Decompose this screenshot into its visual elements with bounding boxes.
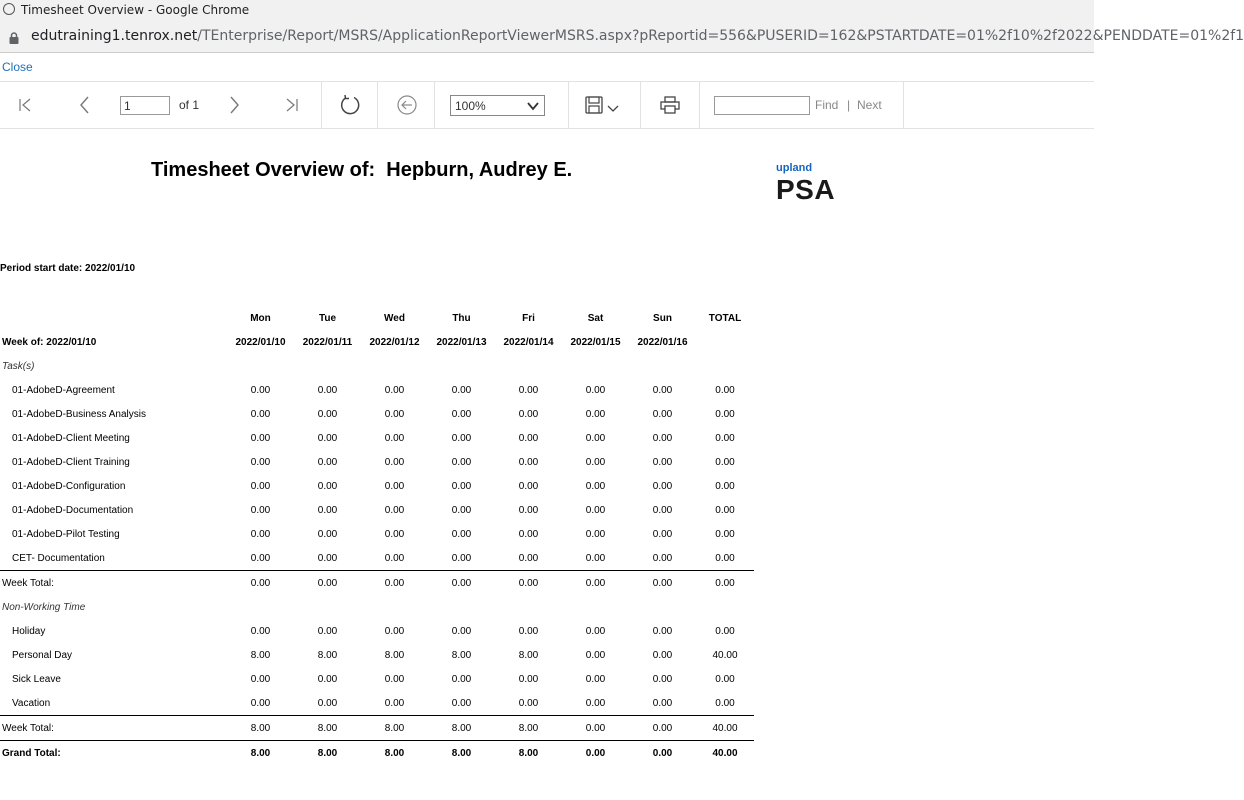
toolbar-divider [640,82,641,128]
refresh-icon [339,94,361,116]
row-value: 0.00 [384,528,405,540]
day-header: Sun [653,312,672,324]
upland-logo-text: upland [776,162,813,174]
non-working-week-total-value: 8.00 [361,716,428,741]
row-value: 0.00 [317,625,338,637]
row-value: 0.00 [317,408,338,420]
toolbar-divider [699,82,700,128]
grand-total-value: 40.00 [696,741,754,766]
row-value: 0.00 [518,432,539,444]
row-value: 0.00 [518,408,539,420]
day-header: Tue [318,312,337,324]
non-working-section [0,595,754,619]
url-path: /TEnterprise/Report/MSRS/ApplicationReportViewerMSRS.aspx?pReportid=556&PUSERID=162&PSTARTDATE=01%2f10%2f2022&PENDDATE=01%2f1 [197,28,1244,44]
row-value: 0.00 [384,480,405,492]
tasks-week-total-value: 0.00 [562,571,629,596]
row-value: 8.00 [518,649,539,661]
save-icon [585,96,603,114]
tasks-week-total-value: 0.00 [629,571,696,596]
row-value: 0.00 [585,384,606,396]
row-value: 0.00 [250,552,271,564]
row-value: 0.00 [250,504,271,516]
row-value: 0.00 [715,456,735,468]
row-name: 01-AdobeD-Documentation [12,504,134,516]
tasks-section-label: Task(s) [2,360,35,372]
address-bar[interactable] [0,22,1244,53]
row-value: 0.00 [250,625,271,637]
row-value: 0.00 [384,625,405,637]
row-value: 0.00 [585,504,606,516]
date-header: 2022/01/10 [235,336,286,348]
row-value: 0.00 [715,552,735,564]
grand-total-value: 8.00 [495,741,562,766]
period-start-date: Period start date: 2022/01/10 [0,263,136,274]
row-value: 0.00 [652,384,673,396]
row-value: 0.00 [451,504,472,516]
row-value: 0.00 [451,480,472,492]
table-row [0,522,754,546]
url-text[interactable] [31,28,1244,44]
row-value: 0.00 [250,384,271,396]
row-value: 40.00 [712,649,738,661]
row-value: 0.00 [652,528,673,540]
chevron-right-icon [226,96,242,114]
grand-total-label: Grand Total: [0,741,227,766]
toolbar-divider [903,82,904,128]
row-value: 0.00 [317,432,338,444]
row-value: 0.00 [652,697,673,709]
non-working-week-total-value: 8.00 [495,716,562,741]
row-value: 0.00 [250,673,271,685]
day-header: Thu [452,312,471,324]
week-of-label: Week of: 2022/01/10 [2,336,97,348]
tasks-week-total-value: 0.00 [227,571,294,596]
row-value: 0.00 [250,432,271,444]
chevron-down-icon [527,100,539,114]
tasks-week-total-value: 0.00 [361,571,428,596]
find-input[interactable] [714,96,810,115]
tasks-week-total-label: Week Total: [0,571,227,596]
toolbar-divider [377,82,378,128]
grand-total-value: 8.00 [428,741,495,766]
non-working-week-total-value: 40.00 [696,716,754,741]
last-page-button[interactable] [277,82,307,128]
tasks-week-total-value: 0.00 [696,571,754,596]
tasks-week-total [0,571,754,596]
row-value: 8.00 [250,649,271,661]
row-value: 0.00 [317,384,338,396]
row-name: Holiday [12,625,46,637]
row-value: 0.00 [585,649,606,661]
date-header-blank [696,330,754,354]
row-value: 0.00 [585,432,606,444]
row-value: 0.00 [384,673,405,685]
day-header-row [0,306,754,330]
row-value: 0.00 [518,504,539,516]
row-value: 0.00 [585,528,606,540]
header-blank [0,306,227,330]
back-circle-icon [397,95,417,115]
grand-total-value: 0.00 [629,741,696,766]
last-page-icon [284,97,300,113]
row-value: 0.00 [715,480,735,492]
refresh-button[interactable] [335,82,365,128]
row-name: 01-AdobeD-Configuration [12,480,126,492]
row-value: 0.00 [652,504,673,516]
export-button[interactable] [580,82,624,128]
non-working-week-total-value: 8.00 [294,716,361,741]
row-value: 0.00 [451,673,472,685]
date-header: 2022/01/14 [503,336,554,348]
grand-total-value: 8.00 [227,741,294,766]
day-header: Wed [384,312,405,324]
row-value: 0.00 [384,408,405,420]
day-header: Sat [587,312,604,324]
report-title: Timesheet Overview of: Hepburn, Audrey E. [151,159,573,181]
non-working-week-total-label: Week Total: [0,716,227,741]
row-value: 0.00 [652,649,673,661]
close-bar [0,53,1094,82]
row-value: 0.00 [715,408,735,420]
non-working-week-total [0,716,754,741]
row-value: 0.00 [518,480,539,492]
row-name: Personal Day [12,649,73,661]
toolbar-divider [321,82,322,128]
timesheet-table [0,306,754,765]
report-toolbar [0,82,1094,129]
row-value: 0.00 [715,673,735,685]
row-value: 0.00 [715,697,735,709]
date-header: 2022/01/13 [436,336,487,348]
row-value: 0.00 [585,408,606,420]
row-value: 0.00 [585,673,606,685]
psa-logo: PSA [776,174,836,205]
table-row [0,450,754,474]
row-value: 0.00 [585,552,606,564]
first-page-icon [17,97,33,113]
row-name: 01-AdobeD-Business Analysis [12,408,146,420]
zoom-value: 100% [455,99,486,113]
row-value: 0.00 [715,504,735,516]
row-value: 0.00 [585,456,606,468]
row-value: 0.00 [317,673,338,685]
window-title: Timesheet Overview - Google Chrome [21,3,250,17]
row-value: 0.00 [250,528,271,540]
next-page-button[interactable] [219,82,249,128]
table-row [0,691,754,716]
row-value: 0.00 [715,432,735,444]
page-count-label: of 1 [179,98,200,112]
row-value: 0.00 [518,552,539,564]
row-value: 0.00 [652,432,673,444]
table-row [0,474,754,498]
tasks-week-total-value: 0.00 [294,571,361,596]
lock-icon[interactable] [9,31,19,49]
page-number-input[interactable]: 1 [120,96,170,115]
find-next-button[interactable]: Next [857,98,882,112]
row-value: 0.00 [451,456,472,468]
non-working-section-label: Non-Working Time [2,601,86,613]
row-value: 0.00 [585,697,606,709]
row-name: 01-AdobeD-Pilot Testing [12,528,120,540]
row-name: Sick Leave [12,673,61,685]
row-value: 0.00 [250,697,271,709]
date-header: 2022/01/16 [637,336,688,348]
row-value: 0.00 [250,456,271,468]
table-row [0,667,754,691]
row-value: 8.00 [451,649,472,661]
row-value: 0.00 [518,528,539,540]
table-row [0,619,754,643]
non-working-week-total-value: 8.00 [227,716,294,741]
row-value: 0.00 [250,408,271,420]
row-value: 0.00 [317,480,338,492]
table-row [0,402,754,426]
back-button[interactable] [392,82,422,128]
row-name: 01-AdobeD-Client Meeting [12,432,130,444]
close-link[interactable]: Close [2,60,33,74]
non-working-week-total-value: 8.00 [428,716,495,741]
tasks-week-total-value: 0.00 [428,571,495,596]
tasks-section [0,354,754,378]
row-value: 0.00 [317,504,338,516]
row-value: 0.00 [715,384,735,396]
row-value: 0.00 [384,384,405,396]
row-value: 0.00 [652,456,673,468]
non-working-week-total-value: 0.00 [562,716,629,741]
row-value: 0.00 [451,697,472,709]
row-name: 01-AdobeD-Agreement [12,384,115,396]
row-value: 0.00 [451,408,472,420]
row-value: 0.00 [652,408,673,420]
row-value: 0.00 [585,625,606,637]
row-value: 0.00 [715,625,735,637]
week-date-row [0,330,754,354]
row-value: 0.00 [317,528,338,540]
chrome-icon [3,3,15,15]
day-header: Fri [522,312,535,324]
previous-page-button[interactable] [70,82,100,128]
toolbar-divider [568,82,569,128]
toolbar-divider [434,82,435,128]
find-separator: | [847,98,851,112]
row-value: 0.00 [451,552,472,564]
row-value: 8.00 [317,649,338,661]
chevron-down-icon [607,104,619,114]
table-row [0,546,754,571]
row-value: 0.00 [518,456,539,468]
row-value: 0.00 [250,480,271,492]
browser-title-bar [0,0,1094,22]
row-value: 0.00 [384,504,405,516]
print-button[interactable] [655,82,685,128]
row-name: CET- Documentation [12,552,105,564]
day-header: Mon [250,312,271,324]
row-value: 0.00 [317,697,338,709]
print-icon [660,96,680,114]
grand-total-value: 0.00 [562,741,629,766]
row-value: 0.00 [384,697,405,709]
row-value: 0.00 [518,384,539,396]
row-value: 0.00 [715,528,735,540]
row-value: 0.00 [317,552,338,564]
url-host: edutraining1.tenrox.net [31,28,198,44]
grand-total-value: 8.00 [361,741,428,766]
non-working-week-total-value: 0.00 [629,716,696,741]
row-value: 0.00 [384,552,405,564]
row-value: 8.00 [384,649,405,661]
table-row [0,426,754,450]
date-header: 2022/01/11 [302,336,353,348]
row-value: 0.00 [451,528,472,540]
row-value: 0.00 [384,432,405,444]
zoom-select[interactable] [450,95,545,116]
grand-total-value: 8.00 [294,741,361,766]
tasks-week-total-value: 0.00 [495,571,562,596]
row-value: 0.00 [652,673,673,685]
first-page-button[interactable] [10,82,40,128]
row-value: 0.00 [518,673,539,685]
row-value: 0.00 [317,456,338,468]
find-button[interactable]: Find [815,98,839,112]
table-row [0,643,754,667]
row-value: 0.00 [451,384,472,396]
row-value: 0.00 [384,456,405,468]
table-row [0,498,754,522]
chevron-left-icon [77,96,93,114]
row-value: 0.00 [518,625,539,637]
row-value: 0.00 [585,480,606,492]
date-header: 2022/01/12 [369,336,420,348]
row-value: 0.00 [451,432,472,444]
row-name: 01-AdobeD-Client Training [12,456,130,468]
grand-total [0,741,754,766]
table-row [0,378,754,402]
row-value: 0.00 [652,552,673,564]
total-header: TOTAL [708,312,742,324]
row-value: 0.00 [652,480,673,492]
row-value: 0.00 [451,625,472,637]
row-name: Vacation [12,697,51,709]
row-value: 0.00 [652,625,673,637]
date-header: 2022/01/15 [570,336,621,348]
row-value: 0.00 [518,697,539,709]
report-body [0,129,1094,800]
